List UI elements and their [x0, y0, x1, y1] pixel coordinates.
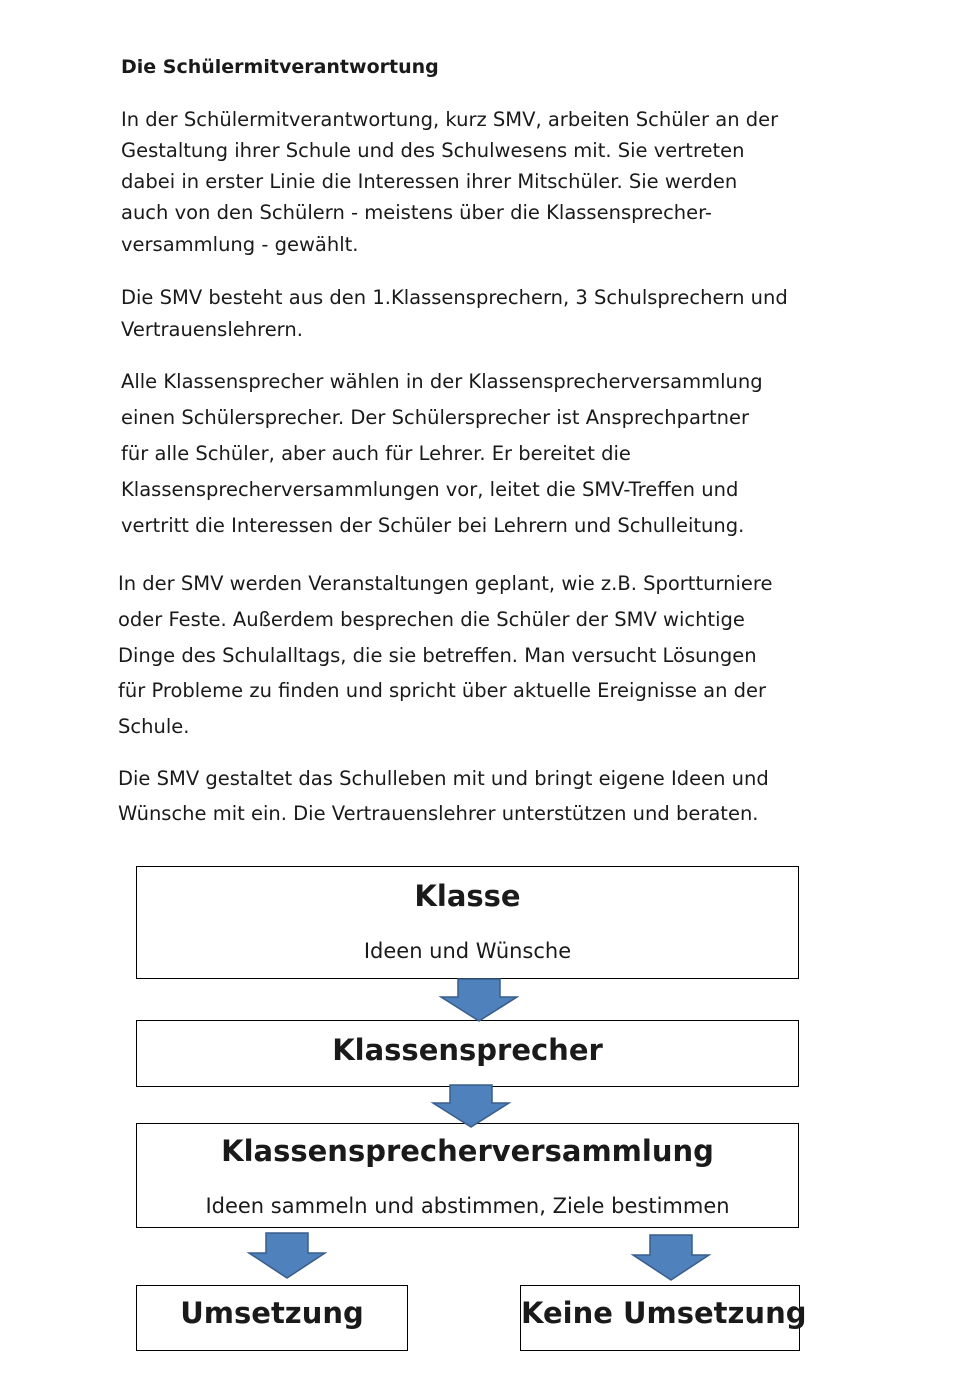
text-line: Gestaltung ihrer Schule und des Schulwesens mit. Sie vertreten — [121, 139, 745, 162]
text-line: Die SMV gestaltet das Schulleben mit und bringt eigene Ideen und — [118, 767, 769, 790]
arrow-down-right-icon — [630, 1233, 712, 1283]
text-line: oder Feste. Außerdem besprechen die Schüler der SMV wichtige — [118, 608, 745, 631]
text-line: versammlung - gewählt. — [121, 233, 359, 256]
box-klassensprecherversammlung — [136, 1123, 799, 1228]
text-line: Alle Klassensprecher wählen in der Klassensprecherversammlung — [121, 370, 763, 393]
text-line: Wünsche mit ein. Die Vertrauenslehrer unterstützen und beraten. — [118, 802, 759, 825]
document-title: Die Schülermitverantwortung — [121, 56, 439, 78]
arrow-down-icon — [430, 1083, 512, 1129]
box-klasse-subtitle: Ideen und Wünsche — [363, 939, 572, 963]
box-klasse-title: Klasse — [414, 879, 521, 913]
box-keine-umsetzung — [520, 1285, 807, 1351]
box-klassensprecher — [136, 1020, 799, 1087]
text-line: Dinge des Schulalltags, die sie betreffen. Man versucht Lösungen — [118, 644, 757, 667]
box-umsetzung-title: Umsetzung — [180, 1296, 364, 1330]
box-versammlung-subtitle: Ideen sammeln und abstimmen, Ziele bestimmen — [205, 1194, 730, 1218]
text-line: vertritt die Interessen der Schüler bei Lehrern und Schulleitung. — [121, 514, 745, 537]
arrow-down-icon — [438, 977, 520, 1023]
box-klassensprecher-title: Klassensprecher — [332, 1033, 603, 1067]
text-line: für alle Schüler, aber auch für Lehrer. Er bereitet die — [121, 442, 631, 465]
text-line: auch von den Schülern - meistens über die Klassensprecher- — [121, 201, 712, 224]
text-line: In der SMV werden Veranstaltungen geplant, wie z.B. Sportturniere — [118, 572, 773, 595]
text-line: Die SMV besteht aus den 1.Klassensprechern, 3 Schulsprechern und — [121, 286, 788, 309]
text-line: Klassensprecherversammlungen vor, leitet die SMV-Treffen und — [121, 478, 739, 501]
text-line: einen Schülersprecher. Der Schülersprecher ist Ansprechpartner — [121, 406, 749, 429]
box-umsetzung — [136, 1285, 408, 1351]
text-line: In der Schülermitverantwortung, kurz SMV, arbeiten Schüler an der — [121, 108, 779, 131]
text-line: Schule. — [118, 715, 190, 738]
box-keine-umsetzung-title: Keine Umsetzung — [521, 1296, 807, 1330]
text-line: dabei in erster Linie die Interessen ihrer Mitschüler. Sie werden — [121, 170, 738, 193]
text-line: für Probleme zu finden und spricht über aktuelle Ereignisse an der — [118, 679, 767, 702]
box-versammlung-title: Klassensprecherversammlung — [221, 1134, 714, 1168]
box-klasse — [136, 866, 799, 979]
text-line: Vertrauenslehrern. — [121, 318, 303, 341]
arrow-down-left-icon — [246, 1231, 328, 1281]
